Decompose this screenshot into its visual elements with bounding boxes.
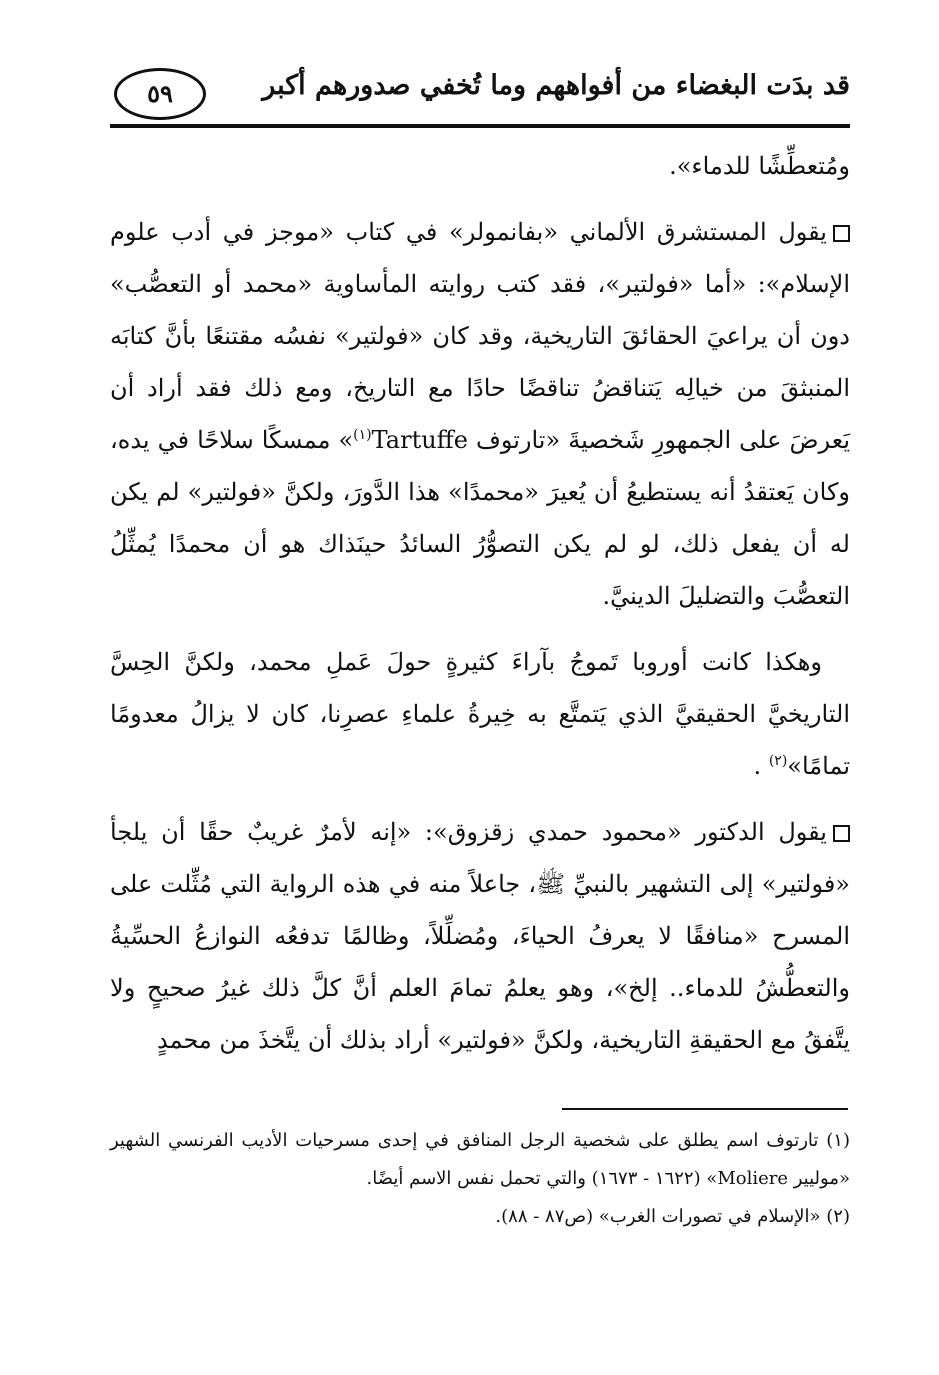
paragraph-text: . (753, 752, 769, 780)
paragraph-quote-orientalist (110, 206, 850, 622)
footnote-marker: (٢) (826, 1206, 850, 1227)
square-bullet-icon (833, 825, 850, 842)
paragraph-text: » ممسكًا سلاحًا في يده، وكان يَعتقدُ أنه يستطيعُ أن يُعيرَ «محمدًا» هذا الدَّورَ، ولكنَّ «فولتير» لم يكن له أن يفعل ذلك، لو لم يكن التصوُّرُ السائدُ حينَذاك هو أن محمدًا يُمثِّلُ التعصُّبَ والتضليلَ الدينيَّ. (110, 426, 850, 610)
paragraph-text: يقول المستشرق الألماني «بفانمولر» في كتاب «موجز في أدب علوم الإسلام»: «أما «فولتير»، فقد كتب روايته المأساوية «محمد أو التعصُّب» دون أن يراعيَ الحقائقَ التاريخية، وقد كان «فولتير» نفسُه مقتنعًا بأنَّ كتابَه المنبثقَ من خيالِه يَتناقضُ تناقضًا حادًا مع التاريخ، ومع ذلك فقد أراد أن يَعرضَ على الجمهورِ شَخصيةَ «تارتوف (110, 218, 851, 454)
footnotes (110, 1122, 850, 1236)
running-header (110, 62, 850, 128)
paragraph-continuation (110, 140, 850, 192)
paragraph-europe (110, 636, 850, 792)
header-rule (110, 124, 850, 128)
footnote-text: » (١٦٢٢ - ١٦٧٣) والتي تحمل نفس الاسم أيضًا. (366, 1168, 718, 1189)
paragraph-text: ومُتعطِّشًا للدماء». (669, 152, 850, 180)
body-text (110, 140, 850, 1080)
footnote-ref: (٢) (768, 753, 788, 769)
footnote-text: «الإسلام في تصورات الغرب» (ص٨٧ - ٨٨). (495, 1206, 821, 1227)
footnote-divider (562, 1108, 848, 1110)
page-number: ٥٩ (114, 68, 206, 120)
running-title: قد بدَت البغضاء من أفواههم وما تُخفي صدورهم أكبر (262, 70, 850, 101)
square-bullet-icon (833, 225, 850, 242)
footnote-1 (110, 1122, 850, 1198)
latin-term: Tartuffe (371, 426, 468, 454)
paragraph-text: وهكذا كانت أوروبا تَموجُ بآراءَ كثيرةٍ حولَ عَملِ محمد، ولكنَّ الحِسَّ التاريخيَّ الحقيقيَّ الذي يَتمتَّع به خِيرةُ علماءِ عصرِنا، كان لا يزالُ معدومًا تمامًا» (110, 648, 850, 780)
paragraph-text: يقول الدكتور «محمود حمدي زقزوق»: «إنه لأمرٌ غريبٌ حقًا أن يلجأ «فولتير» إلى التشهير بالنبيِّ ﷺ، جاعلاً منه في هذه الرواية التي مُثِّلت على المسرح «منافقًا لا يعرفُ الحياءَ، ومُضلِّلاً، وظالمًا تدفعُه النوازعُ الحسِّيةُ والتعطُّشُ للدماء.. إلخ»، وهو يعلمُ تمامَ العلم أنَّ كلَّ ذلك غيرُ صحيحٍ ولا يتَّفقُ مع الحقيقةِ التاريخية، ولكنَّ «فولتير» أراد بذلك أن يتَّخذَ من محمدٍ (110, 818, 850, 1054)
footnote-marker: (١) (826, 1130, 850, 1151)
paragraph-quote-zaqzouq (110, 806, 850, 1066)
footnote-2 (110, 1198, 850, 1236)
latin-term: Moliere (717, 1168, 789, 1189)
footnote-ref: (١) (353, 427, 372, 443)
footnote-text: تارتوف اسم يطلق على شخصية الرجل المنافق في إحدى مسرحيات الأديب الفرنسي الشهير «موليير (110, 1130, 850, 1189)
